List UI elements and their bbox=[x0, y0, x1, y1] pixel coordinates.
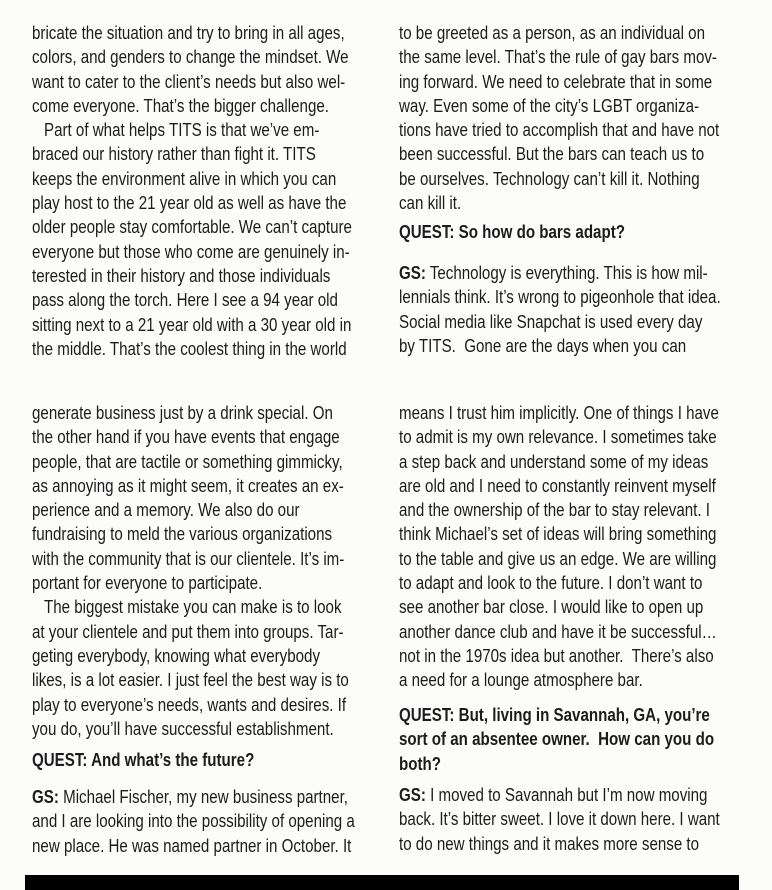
text-line bbox=[32, 191, 413, 215]
line-text: sitting next to a 21 year old with a 30 year old in bbox=[32, 314, 352, 335]
line-text: to do new things and it makes more sense to bbox=[399, 833, 700, 854]
line-text: are old and I need to constantly reinvent myself bbox=[399, 475, 716, 496]
text-line bbox=[399, 118, 772, 142]
line-text: sort of an absentee owner. How can you do bbox=[399, 729, 715, 750]
line-text: back. It’s bitter sweet. I love it down here. I want bbox=[399, 809, 720, 830]
line-content bbox=[399, 547, 716, 571]
line-content bbox=[32, 498, 300, 522]
line-content bbox=[32, 313, 351, 337]
line-content bbox=[399, 807, 720, 831]
line-content bbox=[32, 401, 333, 425]
text-line bbox=[32, 668, 409, 692]
line-text: and the ownership of the bar to stay relevant. I bbox=[399, 500, 710, 521]
line-content bbox=[44, 118, 319, 142]
line-content bbox=[32, 693, 346, 717]
line-content bbox=[32, 644, 320, 668]
line-text: to adapt and look to the future. I don’t want to bbox=[399, 573, 703, 594]
line-content bbox=[399, 783, 707, 807]
line-text: with the community that is our clientele. It’s im- bbox=[32, 548, 345, 569]
line-content bbox=[399, 167, 700, 191]
line-content bbox=[399, 595, 703, 619]
line-text: not in the 1970s idea but another. There’s also bbox=[399, 645, 714, 666]
line-text: people, that are tactile or something gimmicky, bbox=[32, 451, 343, 472]
line-content bbox=[32, 337, 347, 361]
text-line bbox=[399, 474, 772, 498]
text-line bbox=[399, 571, 772, 595]
line-content bbox=[32, 94, 329, 118]
line-text: a step back and understand some of my ideas bbox=[399, 451, 709, 472]
speaker-label: GS: bbox=[399, 785, 426, 805]
line-content bbox=[399, 727, 714, 751]
line-content bbox=[32, 809, 355, 833]
text-line bbox=[32, 215, 413, 239]
line-text: ing forward. We need to celebrate that in some bbox=[399, 71, 713, 92]
line-content bbox=[32, 45, 349, 69]
line-text: by TITS. Gone are the days when you can bbox=[399, 335, 687, 356]
text-line bbox=[32, 401, 409, 425]
text-line bbox=[399, 70, 772, 94]
line-text: been successful. But the bars can teach us to bbox=[399, 144, 705, 165]
line-text: both? bbox=[399, 753, 441, 774]
line-text: tions have tried to accomplish that and have not bbox=[399, 120, 720, 141]
text-line bbox=[32, 785, 416, 809]
text-line bbox=[399, 595, 772, 619]
text-line bbox=[32, 118, 413, 142]
line-content bbox=[32, 425, 340, 449]
line-text: way. Even some of the city’s LGBT organiza- bbox=[399, 95, 700, 116]
line-content bbox=[399, 498, 710, 522]
text-line bbox=[32, 240, 413, 264]
speaker-label: GS: bbox=[32, 787, 59, 807]
text-line bbox=[32, 595, 409, 619]
text-line bbox=[32, 809, 416, 833]
line-content bbox=[32, 547, 344, 571]
line-text: means I trust him implicitly. One of things I have bbox=[399, 403, 719, 423]
line-content bbox=[399, 401, 719, 425]
line-text: can kill it. bbox=[399, 193, 462, 214]
text-line bbox=[399, 522, 772, 546]
line-text: bricate the situation and try to bring in all ages, bbox=[32, 23, 345, 43]
line-text: pass along the torch. Here I see a 94 year old bbox=[32, 290, 338, 311]
line-content bbox=[32, 785, 348, 809]
text-line bbox=[32, 264, 413, 288]
text-line bbox=[32, 288, 413, 312]
text-line bbox=[399, 450, 772, 474]
line-text: and I are looking into the possibility of opening a bbox=[32, 811, 355, 832]
line-content bbox=[399, 334, 686, 358]
text-line bbox=[399, 285, 772, 309]
line-text: fundraising to meld the various organizations bbox=[32, 524, 333, 545]
line-text: to be greeted as a person, as an individual on bbox=[399, 23, 705, 43]
line-text: to the table and give us an edge. We are willing bbox=[399, 548, 717, 569]
line-content bbox=[399, 703, 710, 727]
text-line bbox=[399, 21, 772, 45]
line-text: QUEST: And what’s the future? bbox=[32, 750, 255, 770]
text-line bbox=[32, 313, 413, 337]
line-content bbox=[32, 717, 334, 741]
text-line bbox=[32, 45, 413, 69]
text-line bbox=[32, 94, 413, 118]
heading-line bbox=[399, 727, 772, 751]
line-content bbox=[399, 94, 699, 118]
top-right-body bbox=[399, 21, 772, 215]
line-content bbox=[399, 668, 643, 692]
line-text: a need for a lounge atmosphere bar. bbox=[399, 670, 643, 691]
line-content bbox=[399, 310, 702, 334]
line-content bbox=[32, 167, 336, 191]
line-content bbox=[32, 21, 345, 45]
text-line bbox=[32, 571, 409, 595]
line-text: another dance club and have it be successful… bbox=[399, 621, 717, 642]
line-text: you do, you’ll have successful establishment. bbox=[32, 718, 334, 739]
bottom-left-question bbox=[32, 748, 297, 772]
line-content bbox=[399, 571, 702, 595]
bottom-right-question bbox=[399, 703, 772, 776]
line-content bbox=[399, 644, 714, 668]
text-line bbox=[32, 142, 413, 166]
line-text: terested in their history and those individuals bbox=[32, 265, 331, 286]
text-line bbox=[399, 334, 772, 358]
line-text: Technology is everything. This is how mil- bbox=[425, 263, 708, 283]
text-line bbox=[399, 401, 772, 425]
text-line bbox=[399, 644, 772, 668]
line-content bbox=[399, 522, 716, 546]
line-content bbox=[399, 474, 716, 498]
line-content bbox=[32, 142, 316, 166]
line-text: want to cater to the client’s needs but also wel- bbox=[32, 71, 346, 92]
line-text: the other hand if you have events that engage bbox=[32, 427, 340, 448]
line-content bbox=[32, 288, 338, 312]
text-line bbox=[32, 717, 409, 741]
line-content bbox=[32, 240, 350, 264]
top-left-body bbox=[32, 21, 413, 361]
line-text: Michael Fischer, my new business partner, bbox=[58, 787, 348, 807]
line-text: QUEST: But, living in Savannah, GA, you’re bbox=[399, 705, 710, 725]
text-line bbox=[399, 167, 772, 191]
line-text: colors, and genders to change the mindset. We bbox=[32, 47, 349, 68]
text-line bbox=[32, 21, 413, 45]
line-content bbox=[32, 748, 254, 772]
text-line bbox=[32, 474, 409, 498]
line-text: new place. He was named partner in October. It bbox=[32, 835, 352, 856]
text-line bbox=[32, 834, 416, 858]
line-text: the same level. That’s the rule of gay bars mov- bbox=[399, 47, 717, 68]
line-content bbox=[399, 70, 712, 94]
top-right-answer bbox=[399, 261, 772, 358]
footer-black-bar bbox=[25, 875, 739, 890]
line-text: QUEST: So how do bars adapt? bbox=[399, 222, 625, 242]
speaker-label: GS: bbox=[399, 263, 426, 283]
heading-line bbox=[399, 703, 772, 727]
line-text: braced our history rather than fight it. TITS bbox=[32, 144, 316, 165]
line-text: Social media like Snapchat is used every day bbox=[399, 311, 703, 332]
text-line bbox=[32, 620, 409, 644]
line-content bbox=[399, 220, 625, 244]
bottom-right-body bbox=[399, 401, 772, 693]
line-content bbox=[399, 45, 717, 69]
text-line bbox=[399, 807, 772, 831]
line-text: older people stay comfortable. We can’t capture bbox=[32, 217, 352, 238]
line-content bbox=[399, 752, 441, 776]
text-line bbox=[32, 693, 409, 717]
line-content bbox=[399, 21, 705, 45]
text-line bbox=[32, 70, 413, 94]
line-content bbox=[32, 264, 330, 288]
line-content bbox=[399, 142, 704, 166]
line-text: Part of what helps TITS is that we’ve em- bbox=[44, 120, 320, 141]
line-text: at your clientele and put them into groups. Tar- bbox=[32, 621, 344, 642]
line-content bbox=[32, 620, 344, 644]
line-text: likes, is a lot easier. I just feel the best way is to bbox=[32, 670, 349, 691]
text-line bbox=[32, 167, 413, 191]
line-content bbox=[32, 191, 346, 215]
line-content bbox=[44, 595, 342, 619]
line-text: the middle. That’s the coolest thing in the world bbox=[32, 338, 347, 359]
line-text: play to everyone’s needs, wants and desires. If bbox=[32, 694, 347, 715]
line-content bbox=[32, 834, 351, 858]
top-right-question bbox=[399, 220, 668, 244]
text-line bbox=[399, 668, 772, 692]
text-line bbox=[32, 522, 409, 546]
line-text: come everyone. That’s the bigger challenge. bbox=[32, 95, 329, 116]
text-line bbox=[399, 94, 772, 118]
text-line bbox=[399, 310, 772, 334]
text-line bbox=[399, 498, 772, 522]
text-line bbox=[32, 547, 409, 571]
line-text: I moved to Savannah but I’m now moving bbox=[425, 785, 708, 805]
line-text: everyone but those who come are genuinely in- bbox=[32, 241, 350, 262]
line-content bbox=[32, 474, 344, 498]
line-content bbox=[399, 261, 708, 285]
text-line bbox=[32, 644, 409, 668]
line-text: as annoying as it might seem, it creates an ex- bbox=[32, 475, 344, 496]
text-line bbox=[399, 547, 772, 571]
text-line bbox=[399, 261, 772, 285]
line-content bbox=[399, 118, 719, 142]
text-line bbox=[399, 142, 772, 166]
line-text: keeps the environment alive in which you can bbox=[32, 168, 337, 189]
line-content bbox=[399, 425, 717, 449]
line-content bbox=[32, 522, 332, 546]
line-content bbox=[32, 70, 345, 94]
text-line bbox=[32, 498, 409, 522]
line-content bbox=[399, 832, 699, 856]
heading-line bbox=[32, 748, 297, 772]
line-content bbox=[399, 285, 721, 309]
line-text: be ourselves. Technology can’t kill it. Nothing bbox=[399, 168, 700, 189]
bottom-right-answer bbox=[399, 783, 772, 856]
text-line bbox=[32, 337, 413, 361]
line-text: play host to the 21 year old as well as have the bbox=[32, 193, 347, 214]
line-content bbox=[32, 450, 343, 474]
line-text: to admit is my own relevance. I sometimes take bbox=[399, 427, 717, 448]
text-line bbox=[399, 832, 772, 856]
line-text: The biggest mistake you can make is to look bbox=[44, 597, 342, 618]
line-text: geting everybody, knowing what everybody bbox=[32, 645, 321, 666]
line-text: lennials think. It’s wrong to pigeonhole that idea. bbox=[399, 287, 721, 308]
text-line bbox=[399, 191, 772, 215]
line-text: perience and a memory. We also do our bbox=[32, 500, 300, 521]
text-line bbox=[399, 45, 772, 69]
bottom-left-body bbox=[32, 401, 409, 741]
line-text: see another bar close. I would like to open up bbox=[399, 597, 704, 618]
line-content bbox=[399, 620, 717, 644]
line-content bbox=[32, 668, 349, 692]
text-line bbox=[399, 620, 772, 644]
heading-line bbox=[399, 220, 668, 244]
line-content bbox=[399, 191, 461, 215]
line-content bbox=[399, 450, 708, 474]
bottom-left-answer bbox=[32, 785, 416, 858]
text-line bbox=[399, 783, 772, 807]
line-content bbox=[32, 571, 262, 595]
line-content bbox=[32, 215, 352, 239]
line-text: generate business just by a drink special. On bbox=[32, 403, 333, 423]
heading-line bbox=[399, 752, 772, 776]
text-line bbox=[399, 425, 772, 449]
text-line bbox=[32, 425, 409, 449]
line-text: think Michael’s set of ideas will bring something bbox=[399, 524, 717, 545]
line-text: portant for everyone to participate. bbox=[32, 573, 263, 594]
text-line bbox=[32, 450, 409, 474]
